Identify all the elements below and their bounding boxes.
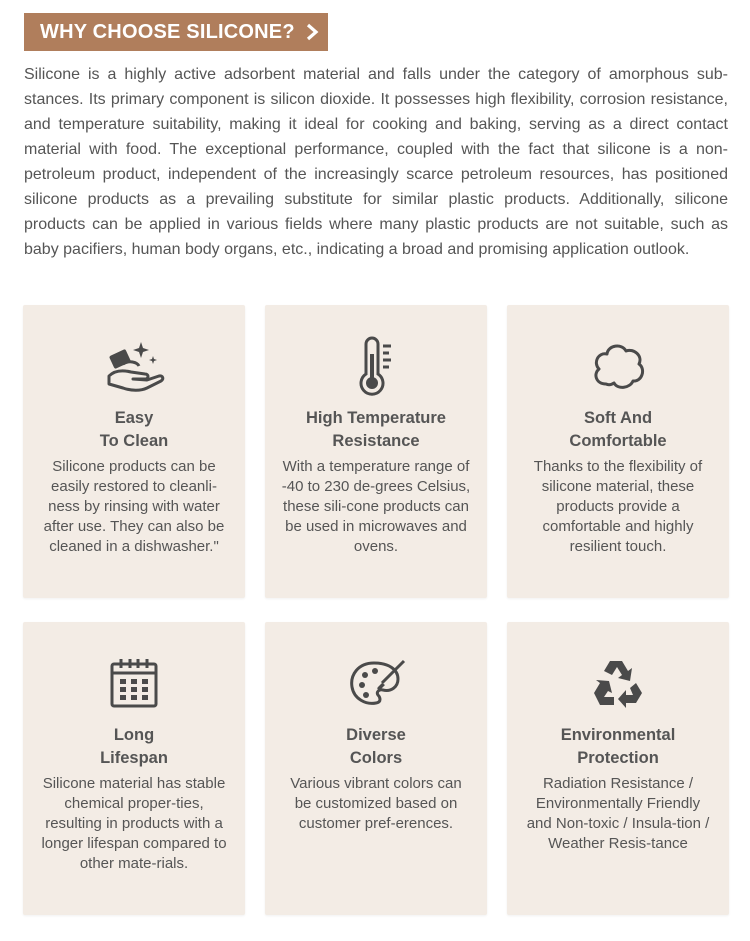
feature-title: Diverse Colors: [346, 726, 406, 767]
feature-title: Environmental Protection: [560, 726, 676, 767]
feature-description: With a temperature range of -40 to 230 de-grees Celsius, these sili-cone products can be used in microwaves and ovens.: [281, 458, 471, 555]
feature-title: High Temperature Resistance: [306, 409, 446, 450]
feature-card-diverse-colors: [265, 622, 487, 915]
cleaning-hand-sparkle-icon: [23, 333, 245, 399]
feature-title: Long Lifespan: [100, 726, 168, 767]
thermometer-icon: [265, 333, 487, 399]
feature-grid: [23, 305, 728, 915]
feature-description: Silicone products can be easily restored to cleanli-ness by rinsing with water after use. They can also be cleaned in a dishwasher.": [43, 458, 225, 555]
feature-card-long-lifespan: [23, 622, 245, 915]
feature-card-environmental: [507, 622, 729, 915]
feature-title: Easy To Clean: [99, 409, 169, 450]
cloud-soft-icon: [507, 333, 729, 399]
feature-title: Soft And Comfortable: [569, 409, 667, 450]
feature-description: Thanks to the flexibility of silicone material, these products provide a comfortable and highly resilient touch.: [533, 458, 703, 555]
palette-brush-icon: [265, 650, 487, 716]
feature-card-soft-comfortable: [507, 305, 729, 598]
feature-description: Radiation Resistance / Environmentally Friendly and Non-toxic / Insula-tion / Weather Resis-tance: [526, 775, 710, 852]
recycle-icon: [507, 650, 729, 716]
section-header-banner: [24, 13, 328, 51]
chevron-right-icon: [305, 23, 319, 41]
calendar-icon: [23, 650, 245, 716]
feature-description: Various vibrant colors can be customized based on customer pref-erences.: [290, 775, 462, 832]
feature-description: Silicone material has stable chemical proper-ties, resulting in products with a longer lifespan compared to other mate-rials.: [41, 775, 227, 872]
intro-paragraph: Silicone is a highly active adsorbent material and falls under the category of amorphous substances. Its primary component is silicon dioxide. It possesses high flexibility, corrosion resistance, and temperature suitability, making it ideal for cooking and baking, serving as a direct contact material with food. The exceptional performance, coupled with the fact that silicone is a non-petroleum product, independent of the increasingly scarce petroleum resources, has positioned silicone products as a prevailing substitute for similar plastic products. Additionally, silicone products can be applied in various fields where many plastic products are not suitable, such as baby pacifiers, human body organs, etc., indicating a broad and promising application outlook.: [24, 66, 728, 258]
section-title: WHY CHOOSE SILICONE?: [40, 20, 295, 43]
feature-card-easy-to-clean: [23, 305, 245, 598]
feature-card-high-temperature: [265, 305, 487, 598]
